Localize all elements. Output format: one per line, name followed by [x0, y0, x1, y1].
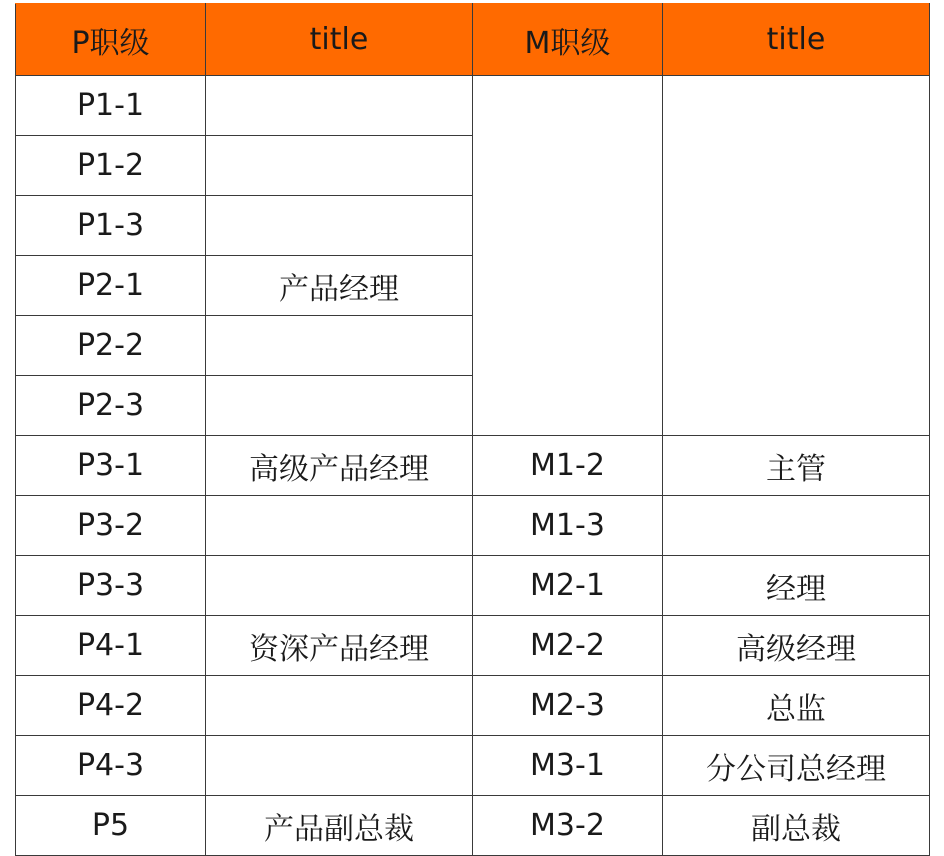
- m-title-cell: 经理: [663, 556, 930, 616]
- p-level-cell: P4-3: [16, 736, 206, 796]
- p-title-cell: 产品经理: [206, 256, 473, 316]
- p-title-cell: [206, 736, 473, 796]
- m-level-cell: [473, 76, 663, 436]
- p-title-cell: [206, 496, 473, 556]
- table-row: [16, 616, 930, 676]
- p-title-cell: [206, 196, 473, 256]
- header-m-level: M职级: [473, 4, 663, 76]
- p-level-cell: P2-2: [16, 316, 206, 376]
- m-title-cell: 总监: [663, 676, 930, 736]
- table-row: [16, 676, 930, 736]
- m-title-cell: 分公司总经理: [663, 736, 930, 796]
- p-level-cell: P3-2: [16, 496, 206, 556]
- m-title-cell: 高级经理: [663, 616, 930, 676]
- p-level-cell: P1-1: [16, 76, 206, 136]
- m-title-cell: 副总裁: [663, 796, 930, 856]
- p-level-cell: P3-1: [16, 436, 206, 496]
- p-title-cell: [206, 136, 473, 196]
- m-title-cell: [663, 76, 930, 436]
- m-level-cell: M3-1: [473, 736, 663, 796]
- header-p-title: title: [206, 4, 473, 76]
- p-title-cell: [206, 676, 473, 736]
- p-title-cell: 资深产品经理: [206, 616, 473, 676]
- table-row: [16, 796, 930, 856]
- m-level-cell: M2-1: [473, 556, 663, 616]
- p-level-cell: P2-3: [16, 376, 206, 436]
- m-level-cell: M2-2: [473, 616, 663, 676]
- table-row: [16, 76, 930, 136]
- header-row: [16, 4, 930, 76]
- p-title-cell: [206, 376, 473, 436]
- table-row: [16, 556, 930, 616]
- p-title-cell: 高级产品经理: [206, 436, 473, 496]
- p-level-cell: P3-3: [16, 556, 206, 616]
- level-title-table: [15, 3, 930, 856]
- p-title-cell: [206, 556, 473, 616]
- header-p-level: P职级: [16, 4, 206, 76]
- p-level-cell: P1-3: [16, 196, 206, 256]
- table-row: [16, 436, 930, 496]
- p-title-cell: 产品副总裁: [206, 796, 473, 856]
- m-level-cell: M2-3: [473, 676, 663, 736]
- p-level-cell: P1-2: [16, 136, 206, 196]
- m-level-cell: M3-2: [473, 796, 663, 856]
- header-m-title: title: [663, 4, 930, 76]
- p-title-cell: [206, 316, 473, 376]
- p-level-cell: P4-2: [16, 676, 206, 736]
- p-level-cell: P2-1: [16, 256, 206, 316]
- table-row: [16, 496, 930, 556]
- m-title-cell: 主管: [663, 436, 930, 496]
- m-title-cell: [663, 496, 930, 556]
- p-level-cell: P4-1: [16, 616, 206, 676]
- p-title-cell: [206, 76, 473, 136]
- p-level-cell: P5: [16, 796, 206, 856]
- m-level-cell: M1-2: [473, 436, 663, 496]
- m-level-cell: M1-3: [473, 496, 663, 556]
- table-row: [16, 736, 930, 796]
